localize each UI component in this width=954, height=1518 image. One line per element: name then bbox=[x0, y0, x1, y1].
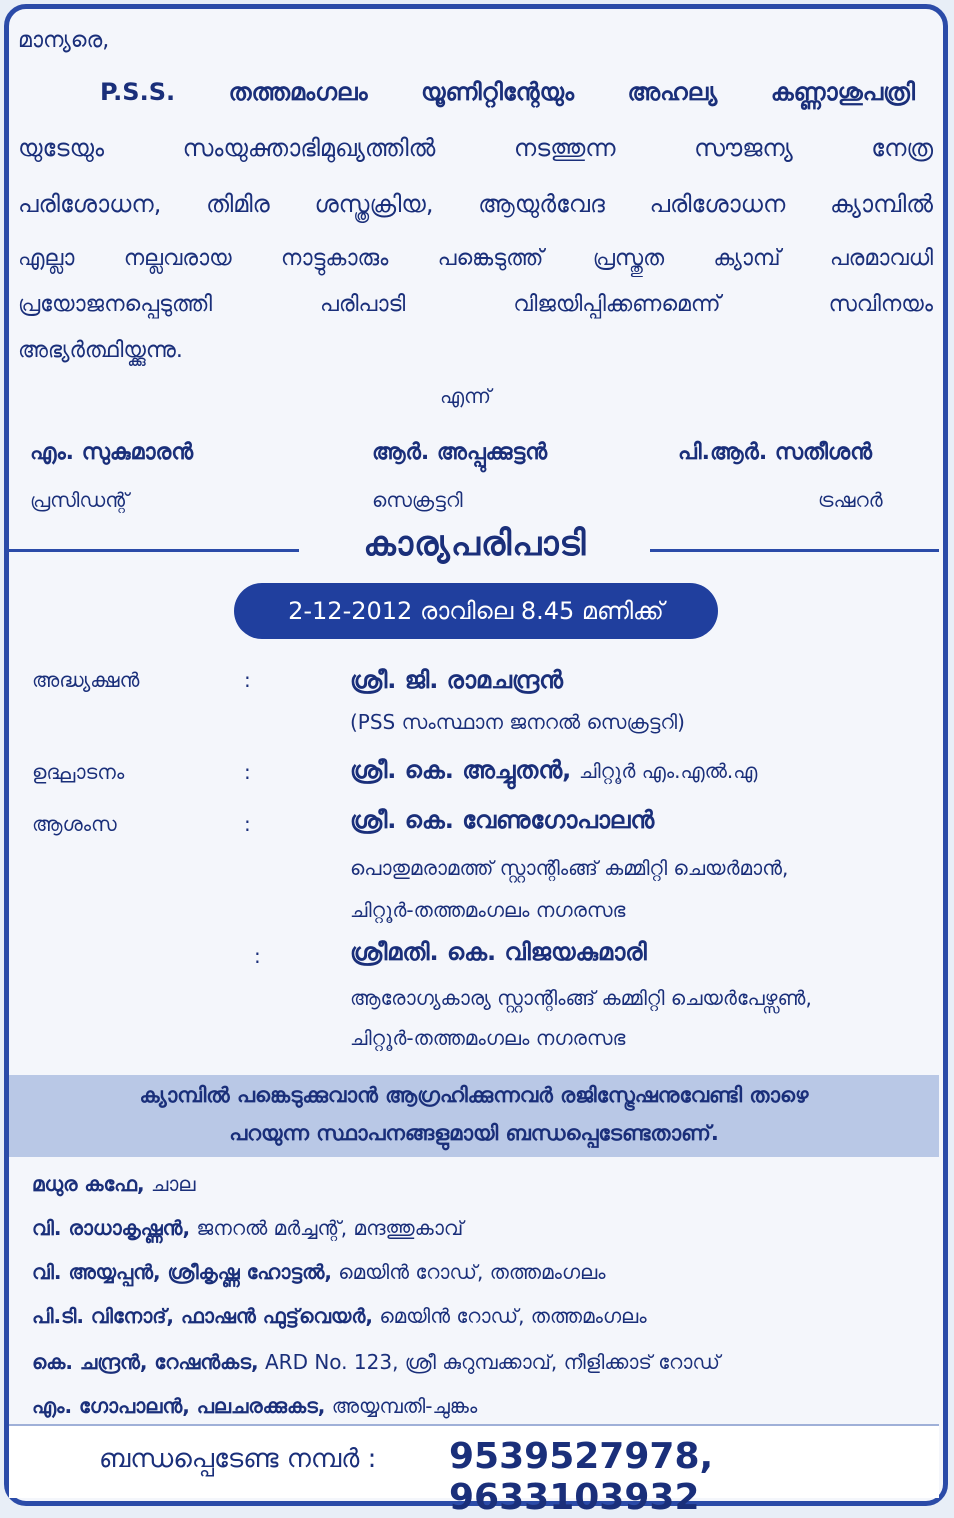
intro-line-2: യുടേയും സംയുക്താഭിമുഖ്യത്തിൽ നടത്തുന്ന സൗജന്യ നേത്ര bbox=[18, 134, 933, 162]
banner-line-2: പറയുന്ന സ്ഥാപനങ്ങളുമായി ബന്ധപ്പെടേണ്ടതാണ്. bbox=[229, 1121, 719, 1145]
contact-3-name: വി. അയ്യപ്പൻ, ശ്രീകൃഷ്ണ ഹോട്ടൽ, bbox=[32, 1260, 332, 1284]
contact-phone-numbers[interactable]: 9539527978, 9633103932 bbox=[449, 1436, 714, 1518]
heading-rule-left bbox=[9, 549, 299, 552]
ennu-label: എന്ന് bbox=[440, 384, 492, 408]
contact-item-4 bbox=[32, 1304, 647, 1328]
salutation: മാന്യരെ, bbox=[18, 28, 110, 53]
program-heading: കാര്യപരിപാടി bbox=[300, 524, 650, 576]
contact-2-detail: ജനറൽ മർച്ചന്റ്, മന്ദത്തുകാവ് bbox=[190, 1216, 464, 1240]
greeting-colon: : bbox=[244, 812, 251, 836]
contact-item-6 bbox=[32, 1394, 477, 1418]
contact-4-detail: മെയിൻ റോഡ്, തത്തമംഗലം bbox=[372, 1304, 647, 1328]
contact-2-name: വി. രാധാകൃഷ്ണൻ, bbox=[32, 1216, 191, 1240]
inauguration-desc: ചിറ്റൂർ എം.എൽ.എ bbox=[578, 759, 758, 783]
contact-5-detail: ARD No. 123, ശ്രീ കുറുമ്പക്കാവ്, നീളിക്കാട് റോഡ് bbox=[258, 1350, 720, 1374]
greeting1-name: ശ്രീ. കെ. വേണുഗോപാലൻ bbox=[350, 806, 655, 834]
contact-item-1 bbox=[32, 1172, 196, 1196]
intro-line-5: പ്രയോജനപ്പെടുത്തി പരിപാടി വിജയിപ്പിക്കണമെന്ന് സവിനയം bbox=[18, 292, 933, 317]
contact-item-3 bbox=[32, 1260, 606, 1284]
contact-6-detail: അയ്യമ്പതി-ചുങ്കം bbox=[325, 1394, 478, 1418]
intro-line-6: അഭ്യർത്ഥിയ്ക്കുന്നു. bbox=[18, 338, 183, 363]
chair-desc: (PSS സംസ്ഥാന ജനറൽ സെക്രട്ടറി) bbox=[350, 710, 685, 734]
signatory-president-role: പ്രസിഡന്റ് bbox=[30, 488, 129, 512]
greeting2-name: ശ്രീമതി. കെ. വിജയകുമാരി bbox=[350, 938, 647, 966]
heading-rule-right bbox=[650, 549, 939, 552]
contact-item-2 bbox=[32, 1216, 463, 1240]
contact-6-name: എം. ഗോപാലൻ, പലചരക്കുകട, bbox=[32, 1394, 326, 1418]
contact-item-5 bbox=[32, 1350, 720, 1374]
contact-footer bbox=[9, 1424, 939, 1518]
banner-line-1: ക്യാമ്പിൽ പങ്കെടുക്കുവാൻ ആഗ്രഹിക്കുന്നവർ രജിസ്ട്രേഷനുവേണ്ടി താഴെ bbox=[139, 1083, 809, 1107]
inauguration-colon: : bbox=[244, 760, 251, 784]
chair-colon: : bbox=[244, 668, 251, 692]
greeting-label: ആശംസ bbox=[32, 812, 117, 836]
intro-line-1: P.S.S. തത്തമംഗലം യൂണിറ്റിന്റേയും അഹല്യ കണ്ണാശുപത്രി bbox=[100, 78, 915, 106]
intro-line-3: പരിശോധന, തിമിര ശസ്ത്രക്രിയ, ആയുർവേദ പരിശോധന ക്യാമ്പിൽ bbox=[18, 190, 933, 218]
chair-name: ശ്രീ. ജി. രാമചന്ദ്രൻ bbox=[350, 666, 563, 694]
greeting2-colon: : bbox=[254, 944, 261, 968]
contact-4-name: പി.ടി. വിനോദ്, ഫാഷൻ ഫുട്ട്‌വെയർ, bbox=[32, 1304, 373, 1328]
contact-number-label: ബന്ധപ്പെടേണ്ട നമ്പർ : bbox=[99, 1444, 377, 1474]
date-time-badge: 2-12-2012 രാവിലെ 8.45 മണിക്ക് bbox=[234, 583, 718, 639]
greeting1-desc-2: ചിറ്റൂർ-തത്തമംഗലം നഗരസഭ bbox=[350, 898, 626, 922]
inauguration-name: ശ്രീ. കെ. അച്ചുതൻ, bbox=[350, 756, 572, 784]
chair-label: അദ്ധ്യക്ഷൻ bbox=[32, 668, 140, 692]
signatory-treasurer-name: പി.ആർ. സതീശൻ bbox=[678, 440, 872, 465]
intro-line-4: എല്ലാ നല്ലവരായ നാട്ടുകാരും പങ്കെടുത്ത് പ്രസ്തുത ക്യാമ്പ് പരമാവധി bbox=[18, 246, 933, 271]
inauguration-label: ഉദ്ഘാടനം bbox=[32, 760, 125, 784]
signatory-secretary-role: സെക്രട്ടറി bbox=[372, 488, 463, 512]
greeting2-desc-2: ചിറ്റൂർ-തത്തമംഗലം നഗരസഭ bbox=[350, 1026, 626, 1050]
signatory-president-name: എം. സുകുമാരൻ bbox=[30, 440, 194, 465]
greeting1-desc-1: പൊതുമരാമത്ത് സ്റ്റാന്റിംങ്ങ് കമ്മിറ്റി ചെയർമാൻ, bbox=[350, 856, 789, 880]
contact-1-detail: ചാല bbox=[144, 1172, 196, 1196]
signatory-secretary-name: ആർ. അപ്പുക്കുട്ടൻ bbox=[372, 440, 548, 465]
contact-5-name: കെ. ചന്ദ്രൻ, റേഷൻകട, bbox=[32, 1350, 259, 1374]
signatory-treasurer-role: ട്രഷറർ bbox=[818, 488, 883, 512]
contact-3-detail: മെയിൻ റോഡ്, തത്തമംഗലം bbox=[331, 1260, 606, 1284]
registration-banner bbox=[9, 1075, 939, 1157]
contact-1-name: മധുര കഫേ, bbox=[32, 1172, 145, 1196]
greeting2-desc-1: ആരോഗ്യകാര്യ സ്റ്റാന്റിംങ്ങ് കമ്മിറ്റി ചെയർപേഴ്സൺ, bbox=[350, 986, 812, 1010]
